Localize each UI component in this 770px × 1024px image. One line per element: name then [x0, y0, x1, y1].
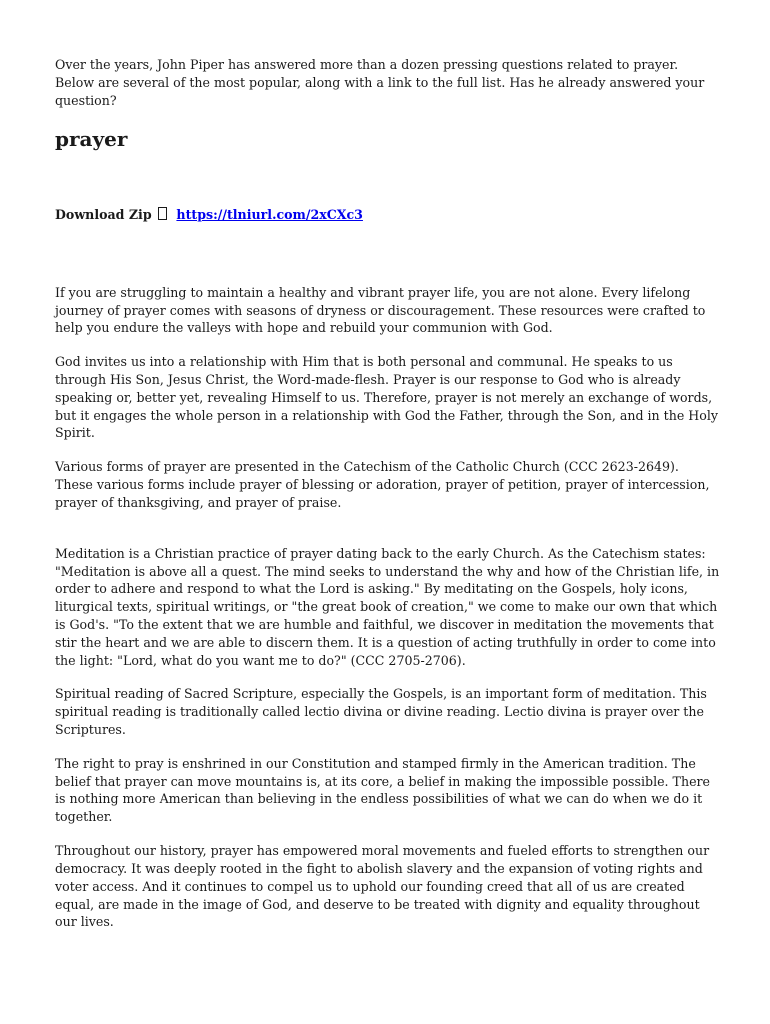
intro-paragraph: Over the years, John Piper has answered more than a dozen pressing questions related to prayer. Below are several of the most popular, along with a link to the full list. Has he already answered your question?: [55, 57, 705, 108]
download-line: [55, 206, 720, 224]
paragraph-relationship: God invites us into a relationship with Him that is both personal and communal. He speaks to us through His Son, Jesus Christ, the Word-made-flesh. Prayer is our response to God who is already speaking or, better yet, revealing Himself to us. Therefore, prayer is not merely an exchange of words, but it engages the whole person in a relationship with God the Father, through the Son, and in the Holy Spirit.: [55, 353, 718, 441]
paragraph-meditation: Meditation is a Christian practice of prayer dating back to the early Church. As the Catechism states: "Meditation is above all a quest. The mind seeks to understand the why and how of the Christian life, in order to adhere and respond to what the Lord is asking." By meditating on the Gospels, holy icons, liturgical texts, spiritual writings, or "the great book of creation," we come to make our own that which is God's. "To the extent that we are humble and faithful, we discover in meditation the movements that stir the heart and we are able to discern them. It is a question of acting truthfully in order to come into the light: "Lord, what do you want me to do?" (CCC 2705-2706).: [55, 545, 720, 669]
paragraph-forms: Various forms of prayer are presented in the Catechism of the Catholic Church (CCC 2623-2649). These various forms include prayer of blessing or adoration, prayer of petition, prayer of intercession, prayer of thanksgiving, and prayer of praise.: [55, 458, 710, 510]
document-page: [55, 56, 720, 931]
paragraph-history: Throughout our history, prayer has empowered moral movements and fueled efforts to strengthen our democracy. It was deeply rooted in the fight to abolish slavery and the expansion of voting rights and voter access. And it continues to compel us to uphold our founding creed that all of us are created equal, are made in the image of God, and deserve to be treated with dignity and equality throughout our lives.: [55, 842, 710, 930]
download-link[interactable]: https://tlniurl.com/2xCXc3: [176, 206, 363, 222]
paragraph-lectio-divina: Spiritual reading of Sacred Scripture, especially the Gospels, is an important form of meditation. This spiritual reading is traditionally called lectio divina or divine reading. Lectio divina is prayer over the Scriptures.: [55, 686, 707, 738]
paragraph-right-to-pray: The right to pray is enshrined in our Constitution and stamped firmly in the American tradition. The belief that prayer can move mountains is, at its core, a belief in making the impossible possible. There is nothing more American than believing in the endless possibilities of what we can do when we do it together.: [55, 755, 710, 825]
missing-glyph-icon: [158, 207, 167, 220]
paragraph-struggling: If you are struggling to maintain a healthy and vibrant prayer life, you are not alone. Every lifelong journey of prayer comes with seasons of dryness or discouragement. These resources were crafted to help you endure the valleys with hope and rebuild your communion with God.: [55, 284, 706, 336]
download-label: Download Zip: [55, 206, 152, 222]
page-title: prayer: [55, 126, 128, 151]
